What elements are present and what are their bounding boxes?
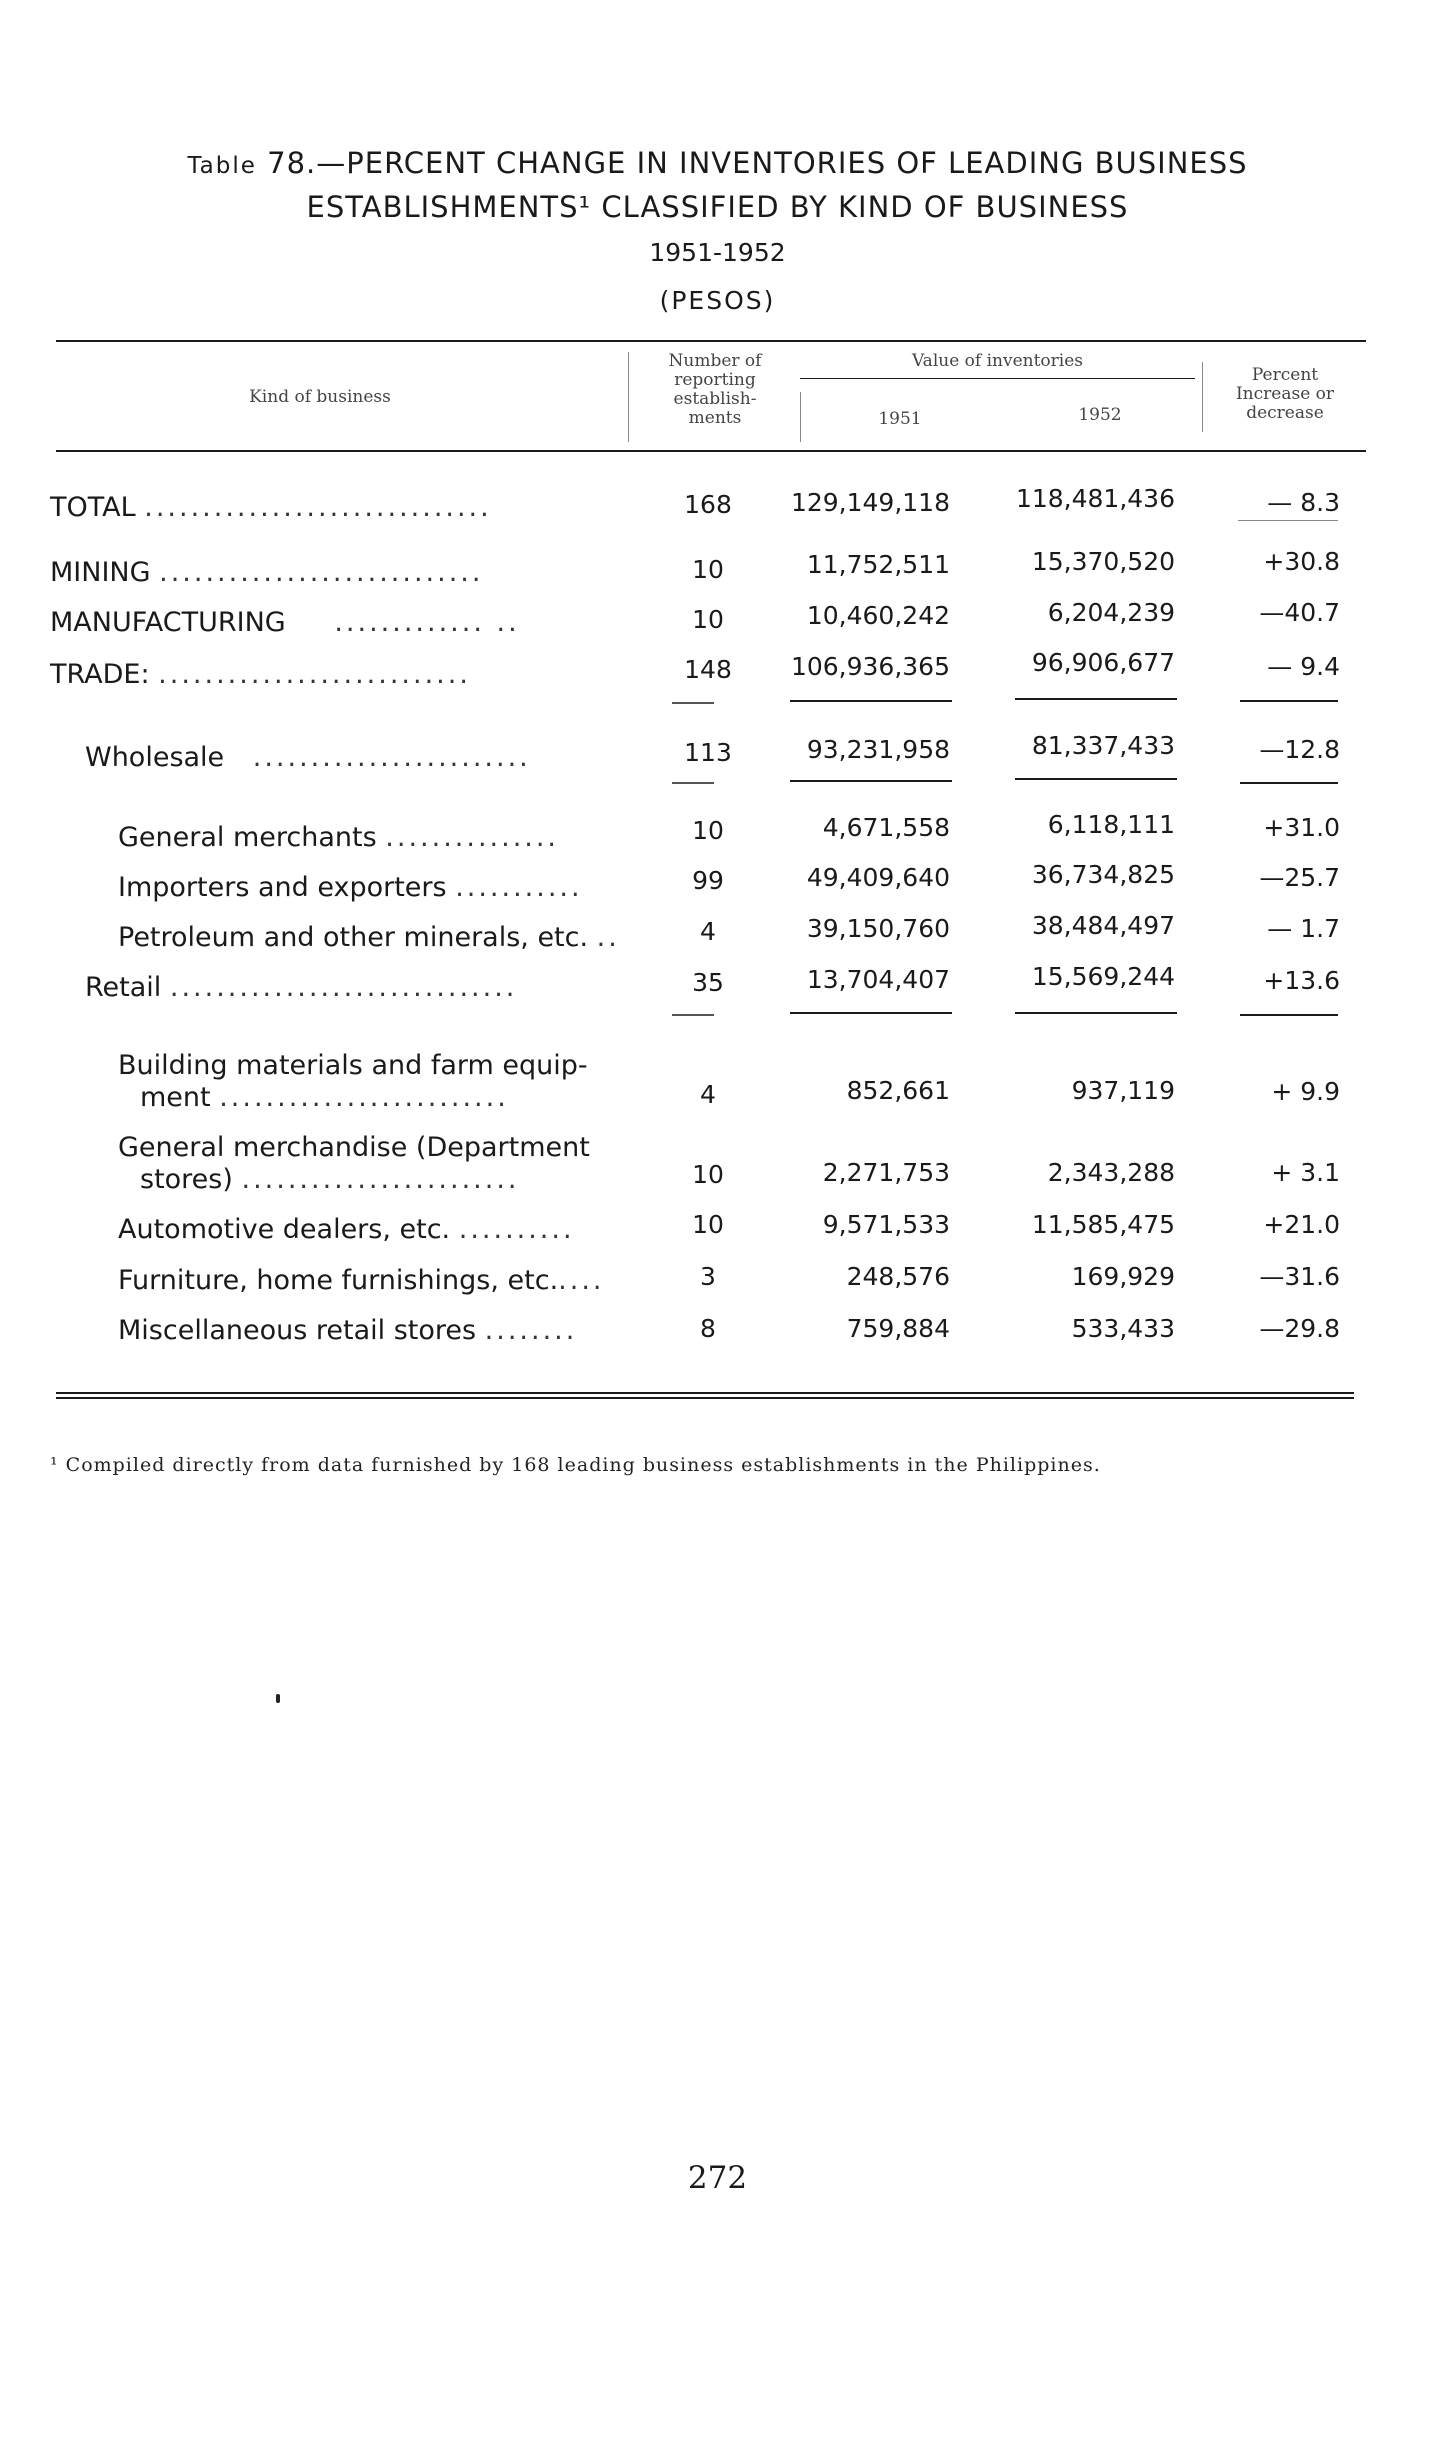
row-misc-1951: 759,884 [846,1314,950,1343]
table-bottom-rule-1 [56,1392,1354,1394]
row-general-merchants-count: 10 [692,816,724,845]
trade-pct-rule [1240,700,1338,702]
row-trade-1952: 96,906,677 [1031,648,1175,677]
header-divider-3 [1202,362,1203,432]
column-header-percent-line2: Increase or [1235,384,1335,404]
column-header-1951: 1951 [878,409,922,429]
row-misc-pct: —29.8 [1259,1314,1340,1343]
trade-1952-rule [1015,698,1177,700]
row-petroleum-1952: 38,484,497 [1031,911,1175,940]
page-number: 272 [687,2160,748,2196]
column-header-value: Value of inventories [911,351,1084,371]
retail-pct-rule [1240,1014,1338,1016]
row-general-merchants-1952: 6,118,111 [1047,810,1175,839]
row-retail-count: 35 [692,968,724,997]
column-header-number [630,352,800,428]
row-building-1952: 937,119 [1071,1076,1175,1105]
row-total-count: 168 [684,490,732,519]
row-furniture-pct: —31.6 [1259,1262,1340,1291]
row-furniture-1951: 248,576 [846,1262,950,1291]
row-trade-label: TRADE: ........................... [50,659,471,690]
row-general-merchants-1951: 4,671,558 [822,813,950,842]
row-petroleum-count: 4 [700,917,716,946]
row-general-merchants-pct: +31.0 [1263,813,1340,842]
row-gen-merchandise-1952: 2,343,288 [1047,1158,1175,1187]
row-wholesale-label: Wholesale ........................ [85,742,531,773]
row-misc-1952: 533,433 [1071,1314,1175,1343]
row-wholesale-pct: —12.8 [1259,735,1340,764]
retail-1951-rule [790,1012,952,1014]
row-importers-label: Importers and exporters ........... [118,872,583,903]
row-misc-label: Miscellaneous retail stores ........ [118,1315,578,1346]
footnote: ¹ Compiled directly from data furnished by 168 leading business establishments in the Philippines. [50,1454,1101,1476]
header-divider-1 [628,352,629,442]
row-building-label-line1: Building materials and farm equip- [118,1050,588,1081]
row-gen-merchandise-pct: + 3.1 [1271,1158,1340,1187]
table-unit: (PESOS) [659,286,776,315]
header-top-rule [56,340,1366,342]
wholesale-1952-rule [1015,778,1177,780]
table-years: 1951-1952 [649,238,786,267]
column-header-kind: Kind of business [249,387,391,407]
column-header-percent-line1: Percent [1251,365,1319,385]
row-trade-pct: — 9.4 [1267,652,1340,681]
row-automotive-1951: 9,571,533 [822,1210,950,1239]
header-bottom-rule [56,450,1366,452]
row-mining-label: MINING ............................ [50,557,484,588]
table-title [0,146,1435,180]
table-title-main: 78.—PERCENT CHANGE IN INVENTORIES OF LEADING BUSINESS [267,146,1248,180]
row-petroleum-label: Petroleum and other minerals, etc. .. [118,922,620,953]
row-furniture-count: 3 [700,1262,716,1291]
trade-1951-rule [790,700,952,702]
row-wholesale-1951: 93,231,958 [806,735,950,764]
row-gen-merchandise-label-line2: stores) ........................ [140,1164,520,1195]
row-gen-merchandise-label-line1: General merchandise (Department [118,1132,590,1163]
wholesale-pct-rule [1240,782,1338,784]
row-retail-1951: 13,704,407 [806,965,950,994]
wholesale-1951-rule [790,780,952,782]
row-gen-merchandise-count: 10 [692,1160,724,1189]
row-total-pct: — 8.3 [1267,488,1340,517]
row-trade-1951: 106,936,365 [790,652,950,681]
row-automotive-pct: +21.0 [1263,1210,1340,1239]
row-importers-pct: —25.7 [1259,863,1340,892]
row-mining-count: 10 [692,555,724,584]
column-header-percent-line3: decrease [1246,403,1324,423]
row-total-1952: 118,481,436 [1015,484,1175,513]
row-mining-pct: +30.8 [1263,547,1340,576]
row-petroleum-1951: 39,150,760 [806,914,950,943]
row-importers-1952: 36,734,825 [1031,860,1175,889]
retail-count-rule [672,1014,714,1016]
value-group-rule [800,378,1195,379]
row-retail-1952: 15,569,244 [1031,962,1175,991]
row-mining-1952: 15,370,520 [1031,547,1175,576]
row-retail-label: Retail .............................. [85,972,518,1003]
row-mining-1951: 11,752,511 [806,550,950,579]
column-header-number-line3: establish- [673,389,757,409]
row-manufacturing-1951: 10,460,242 [806,601,950,630]
row-building-pct: + 9.9 [1271,1077,1340,1106]
row-retail-pct: +13.6 [1263,966,1340,995]
column-header-number-line2: reporting [674,370,756,390]
row-gen-merchandise-1951: 2,271,753 [822,1158,950,1187]
trade-count-rule [672,702,714,704]
table-bottom-rule-2 [56,1397,1354,1399]
row-manufacturing-label: MANUFACTURING ............. .. [50,607,520,638]
row-trade-count: 148 [684,655,732,684]
row-petroleum-pct: — 1.7 [1267,914,1340,943]
column-header-1952: 1952 [1078,405,1122,425]
row-manufacturing-1952: 6,204,239 [1047,598,1175,627]
table-title-prefix: Table [187,153,257,179]
row-total-label: TOTAL .............................. [50,492,492,523]
row-furniture-1952: 169,929 [1071,1262,1175,1291]
row-automotive-label: Automotive dealers, etc. .......... [118,1214,575,1245]
row-building-label-line2: ment ......................... [140,1082,509,1113]
row-importers-1951: 49,409,640 [806,863,950,892]
row-total-1951: 129,149,118 [790,488,950,517]
wholesale-count-rule [672,782,714,784]
table-title-line2: ESTABLISHMENTS¹ CLASSIFIED BY KIND OF BUSINESS [306,190,1129,224]
row-wholesale-1952: 81,337,433 [1031,731,1175,760]
row-building-count: 4 [700,1080,716,1109]
row-furniture-label: Furniture, home furnishings, etc..... [118,1265,605,1296]
row-automotive-1952: 11,585,475 [1031,1210,1175,1239]
total-underline [1238,520,1338,521]
row-misc-count: 8 [700,1314,716,1343]
column-header-percent [1205,366,1365,423]
retail-1952-rule [1015,1012,1177,1014]
row-wholesale-count: 113 [684,738,732,767]
row-importers-count: 99 [692,866,724,895]
row-automotive-count: 10 [692,1210,724,1239]
row-building-1951: 852,661 [846,1076,950,1105]
row-manufacturing-pct: —40.7 [1259,598,1340,627]
row-manufacturing-count: 10 [692,605,724,634]
header-divider-2 [800,392,801,442]
row-general-merchants-label: General merchants ............... [118,822,560,853]
column-header-number-line1: Number of [668,351,762,371]
print-speck [276,1694,280,1703]
column-header-number-line4: ments [688,408,742,428]
